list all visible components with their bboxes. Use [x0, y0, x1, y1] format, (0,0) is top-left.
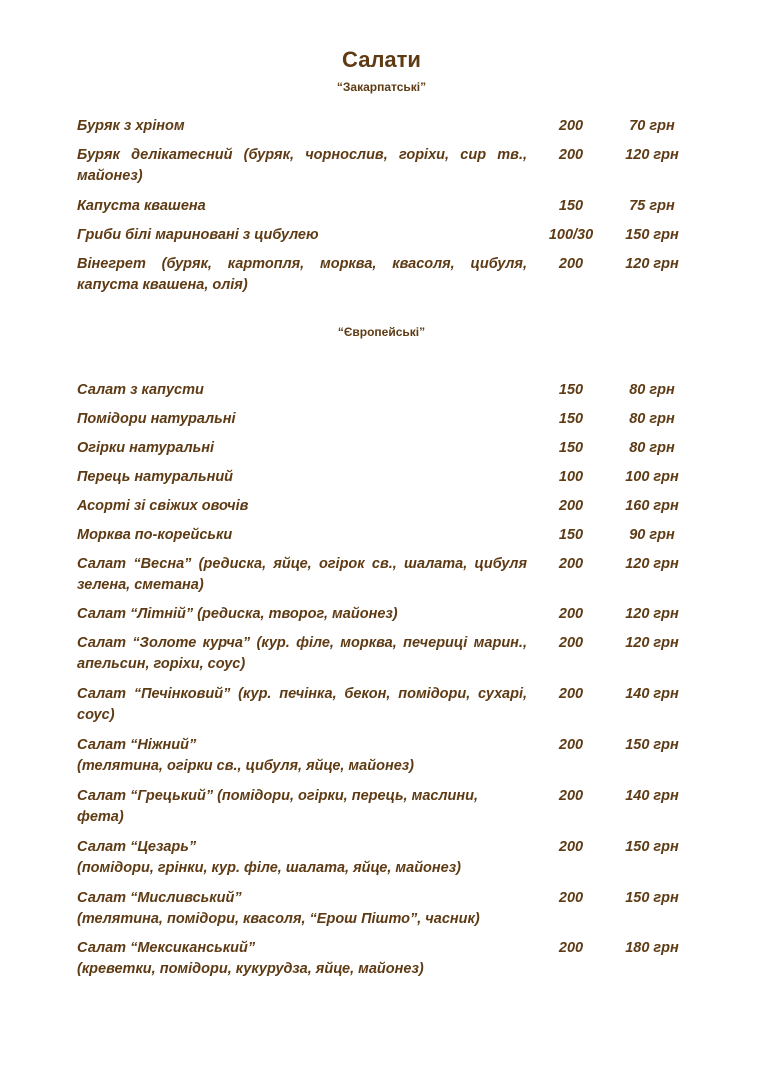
- item-weight: 200: [558, 606, 584, 622]
- item-weight: 200: [558, 890, 584, 906]
- section-subtitle-yevropeiski: “Європейські”: [337, 325, 426, 339]
- item-price: 75 грн: [629, 198, 675, 214]
- item-weight: 150: [558, 382, 584, 398]
- item-weight: 200: [558, 839, 584, 855]
- item-name: Асорті зі свіжих овочів: [77, 498, 249, 514]
- item-price: 150 грн: [625, 890, 679, 906]
- item-name: Морква по-корейськи: [77, 527, 233, 543]
- item-name: Буряк з хріном: [77, 118, 185, 134]
- item-weight: 200: [558, 737, 584, 753]
- item-name: Салат “Цезарь” (помідори, грінки, кур. філе, шалата, яйце, майонез): [77, 839, 461, 876]
- item-name: Салат “Мисливський” (телятина, помідори, квасоля, “Ерош Пішто”, часник): [77, 890, 480, 927]
- item-price: 140 грн: [625, 788, 679, 804]
- item-weight: 150: [558, 527, 584, 543]
- item-weight: 200: [558, 788, 584, 804]
- item-weight: 200: [558, 118, 584, 134]
- item-price: 180 грн: [625, 940, 679, 956]
- item-price: 150 грн: [625, 227, 679, 243]
- item-weight: 100: [558, 469, 584, 485]
- item-weight: 200: [558, 147, 584, 163]
- item-price: 150 грн: [625, 737, 679, 753]
- item-price: 90 грн: [629, 527, 675, 543]
- page-title: Салати: [342, 47, 421, 72]
- item-price: 150 грн: [625, 839, 679, 855]
- item-name: Салат “Мексиканський” (креветки, помідори, кукурудза, яйце, майонез): [77, 940, 424, 977]
- item-price: 70 грн: [629, 118, 675, 134]
- item-price: 120 грн: [625, 606, 679, 622]
- item-name: Огірки натуральні: [77, 440, 215, 456]
- item-price: 80 грн: [629, 440, 675, 456]
- item-weight: 200: [558, 635, 584, 651]
- item-name: Салат “Весна” (редиска, яйце, огірок св., шалата, цибуля зелена, сметана): [77, 556, 527, 593]
- item-price: 120 грн: [625, 256, 679, 272]
- item-price: 120 грн: [625, 147, 679, 163]
- item-name: Салат з капусти: [77, 382, 204, 398]
- item-name: Капуста квашена: [77, 198, 206, 214]
- item-price: 80 грн: [629, 411, 675, 427]
- item-weight: 200: [558, 256, 584, 272]
- item-weight: 150: [558, 198, 584, 214]
- item-weight: 200: [558, 686, 584, 702]
- item-price: 120 грн: [625, 635, 679, 651]
- item-name: Салат “Золоте курча” (кур. філе, морква, печериці марин., апельсин, горіхи, соус): [77, 635, 527, 672]
- item-name: Салат “Літній” (редиска, творог, майонез): [77, 606, 398, 622]
- item-weight: 150: [558, 440, 584, 456]
- item-weight: 200: [558, 498, 584, 514]
- item-price: 120 грн: [625, 556, 679, 572]
- item-weight: 200: [558, 556, 584, 572]
- item-name: Салат “Печінковий” (кур. печінка, бекон, помідори, сухарі, соус): [77, 686, 527, 723]
- item-name: Перець натуральний: [77, 469, 234, 485]
- item-name: Помідори натуральні: [77, 411, 236, 427]
- item-price: 140 грн: [625, 686, 679, 702]
- item-name: Буряк делікатесний (буряк, чорнослив, горіхи, сир тв., майонез): [77, 147, 527, 184]
- item-price: 100 грн: [625, 469, 679, 485]
- section-subtitle-zakarpatski: “Закарпатські”: [336, 80, 427, 94]
- item-name: Салат “Ніжний” (телятина, огірки св., цибуля, яйце, майонез): [77, 737, 414, 774]
- item-weight: 150: [558, 411, 584, 427]
- item-weight: 200: [558, 940, 584, 956]
- item-price: 160 грн: [625, 498, 679, 514]
- item-name: Вінегрет (буряк, картопля, морква, квасоля, цибуля, капуста квашена, олія): [77, 256, 527, 293]
- item-name: Гриби білі мариновані з цибулею: [77, 227, 319, 243]
- item-weight: 100/30: [548, 227, 594, 243]
- item-name: Салат “Грецький” (помідори, огірки, перець, маслини, фета): [77, 788, 478, 825]
- item-price: 80 грн: [629, 382, 675, 398]
